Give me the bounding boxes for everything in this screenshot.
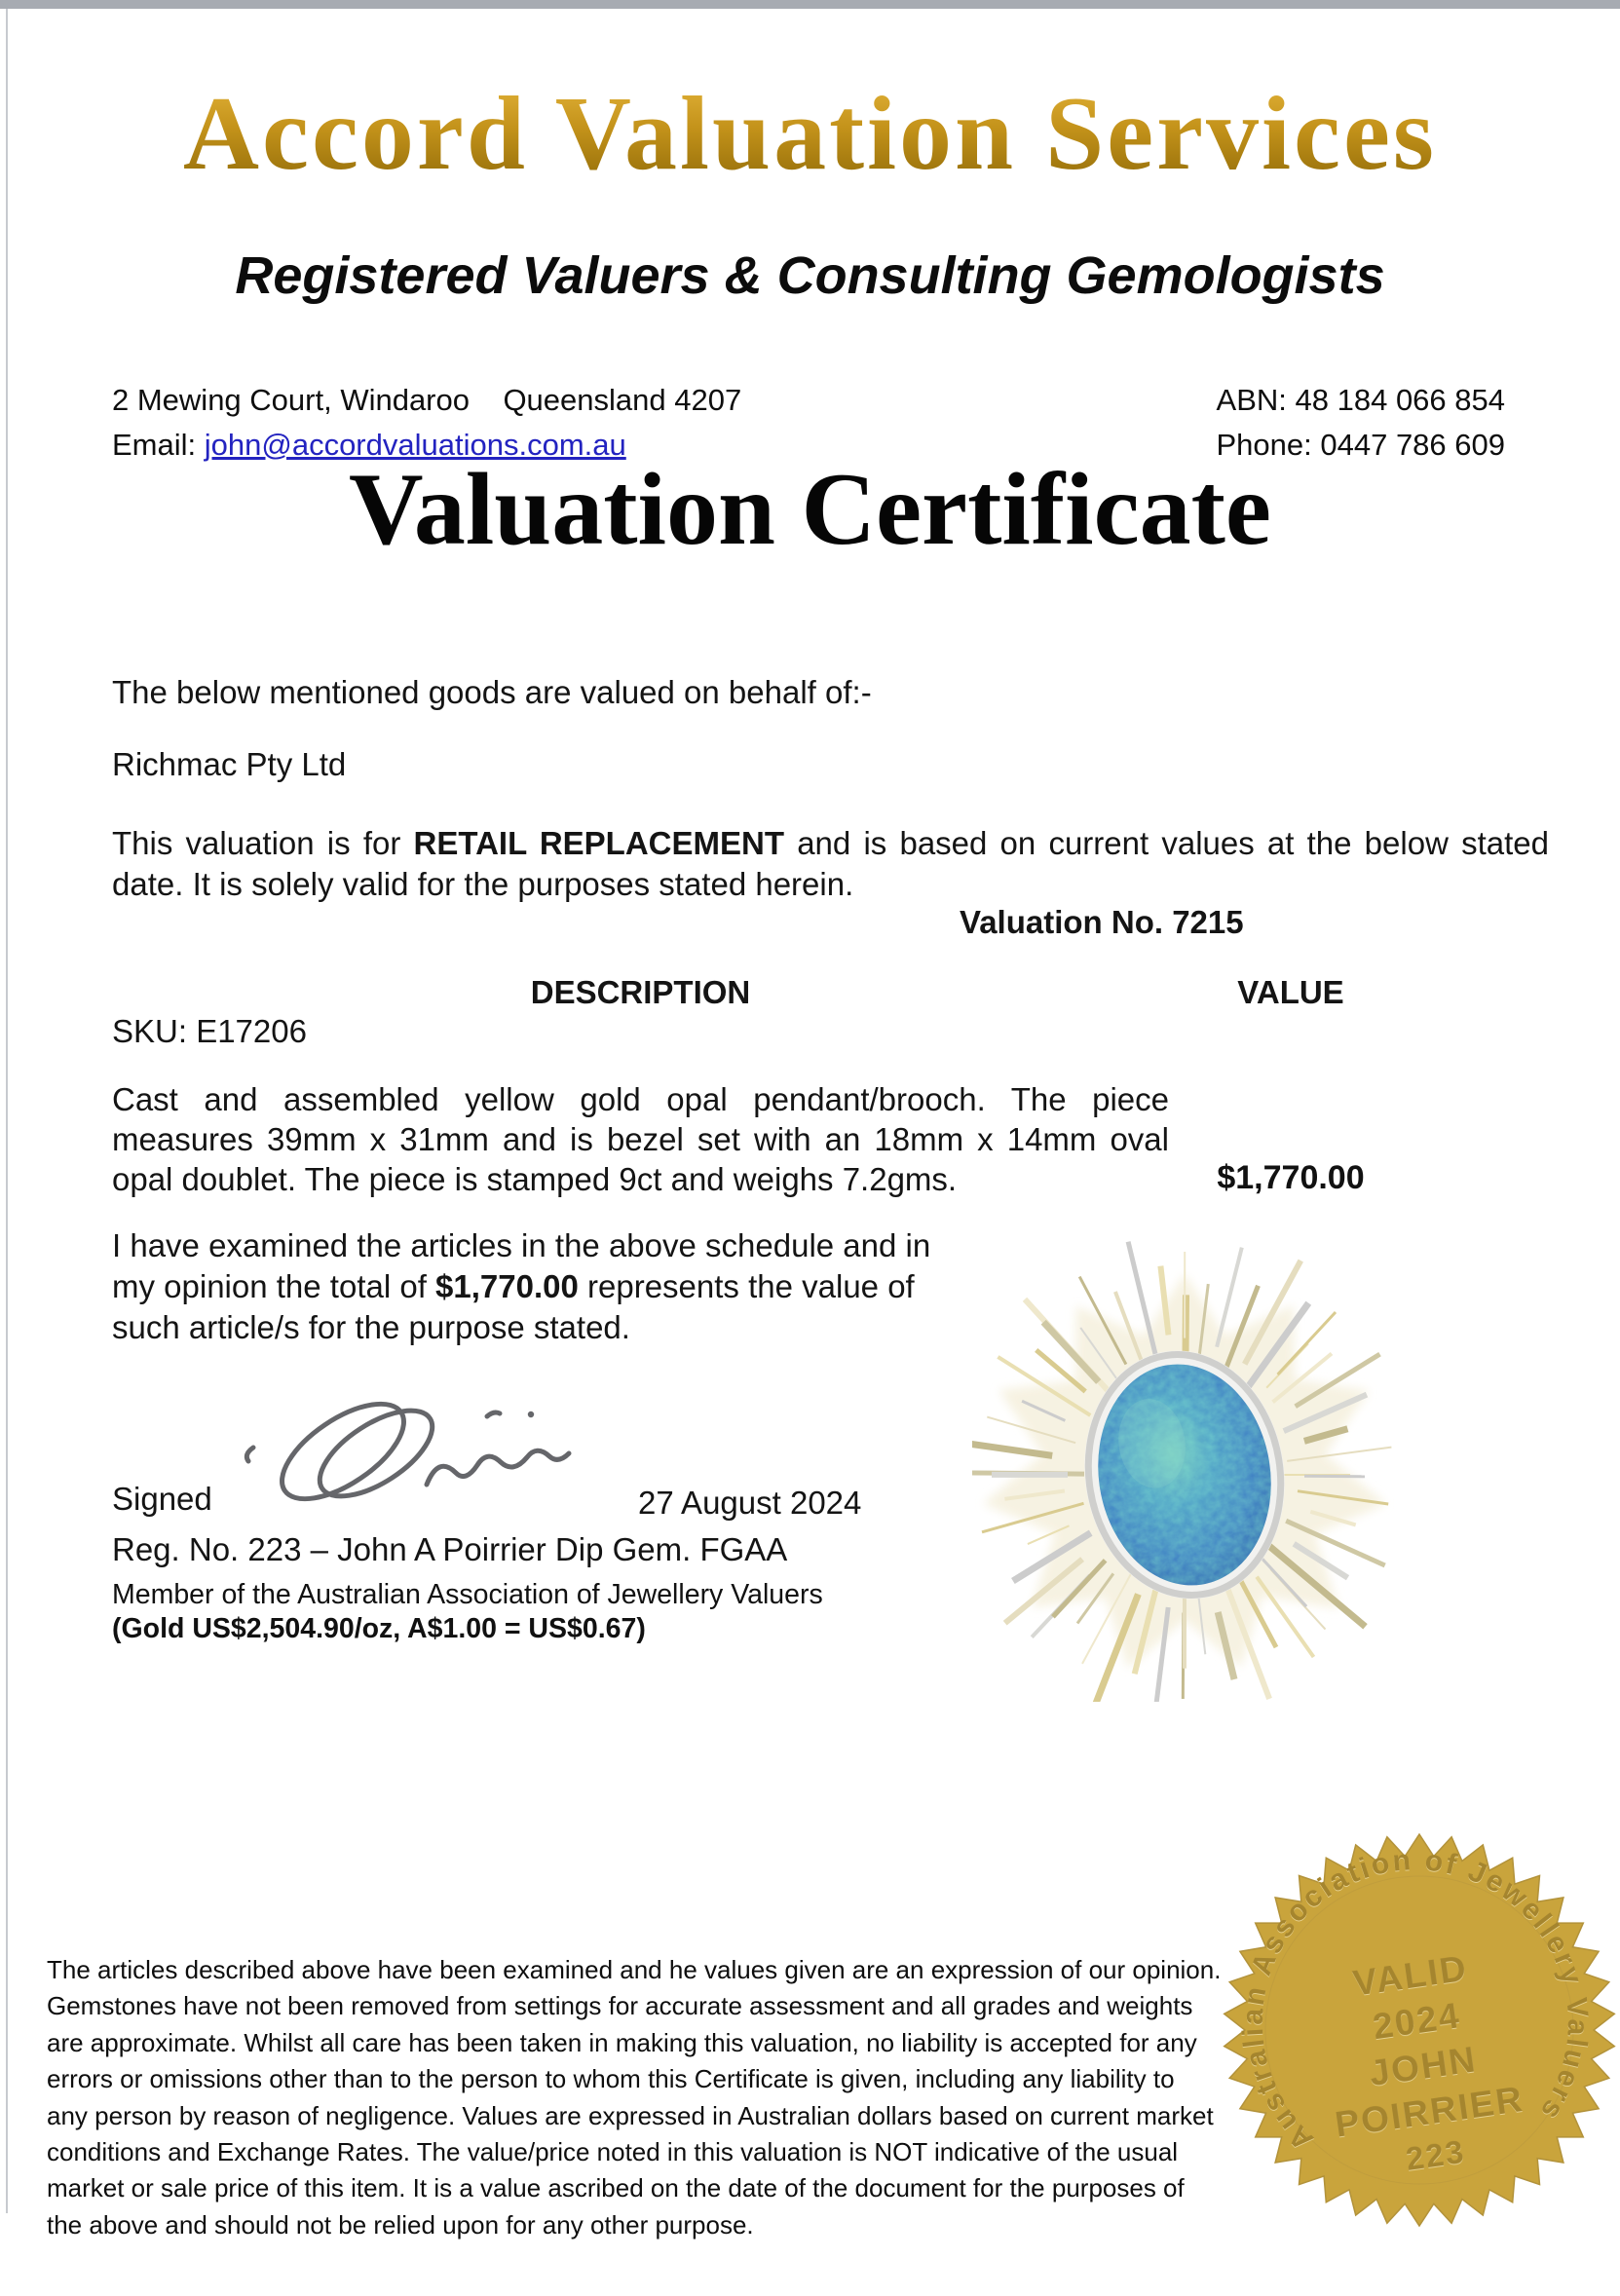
item-description: Cast and assembled yellow gold opal pendant/brooch. The piece measures 39mm x 31mm and is bezel set with an 18mm x 14mm oval opal doublet. The piece is stamped 9ct and weighs 7.2gms. [112,1081,1169,1197]
seal-last-name: POIRRIER [1333,2078,1526,2145]
valuation-number: Valuation No. 7215 [960,904,1244,940]
item-value: $1,770.00 [1217,1159,1365,1196]
registration-line: Reg. No. 223 – John A Poirrier Dip Gem. FGAA [112,1531,788,1567]
behalf-line: The below mentioned goods are valued on behalf of:- [112,674,872,710]
phone-line: Phone: 0447 786 609 [1216,428,1505,462]
purpose-pre: This valuation is for [112,825,414,861]
association-seal [1222,1831,1617,2229]
disclaimer-line: any person by reason of negligence. Values are expressed in Australian dollars based on current market [47,2100,1214,2130]
seal-first-name: JOHN [1367,2039,1480,2094]
disclaimer-paragraph [47,1952,1225,2243]
value-header: VALUE [1237,974,1344,1010]
purpose-bold: RETAIL REPLACEMENT [413,825,785,861]
email-link[interactable]: john@accordvaluations.com.au [204,428,626,462]
signed-label: Signed [112,1481,212,1517]
disclaimer-line: errors or omissions other than to the person to whom this Certificate is given, including any liability to [47,2064,1175,2094]
address-line: 2 Mewing Court, Windaroo Queensland 4207 [112,383,742,417]
description-header: DESCRIPTION [530,974,751,1010]
signature-date: 27 August 2024 [638,1485,862,1521]
seal-ring-text: Australian Association of Jewellery Valuers [1236,1844,1595,2157]
disclaimer-line: the above and should not be relied upon for any other purpose. [47,2209,754,2240]
membership-line: Member of the Australian Association of Jewellery Valuers [112,1579,823,1610]
email-label: Email: [112,428,205,462]
purpose-paragraph [112,823,1549,905]
disclaimer-line: The articles described above have been examined and he values given are an expression of our opinion. [47,1955,1222,1984]
disclaimer-line: conditions and Exchange Rates. The value/price noted in this valuation is NOT indicative of the usual [47,2137,1179,2167]
disclaimer-line: Gemstones have not been removed from settings for accurate assessment and all grades and weights [47,1991,1193,2021]
scan-edge-left [6,9,8,2213]
pendant-photo [972,1229,1409,1702]
disclaimer-line: are approximate. Whilst all care has been taken in making this valuation, no liability is accepted for any [47,2027,1197,2057]
declaration-paragraph [112,1225,974,1348]
seal-year-text: 2024 [1370,1995,1463,2048]
declaration-post: represents the value of such article/s for the purpose stated. [112,1268,915,1345]
signature-icon [195,1372,672,1537]
sku-line: SKU: E17206 [112,1013,307,1049]
company-subtitle: Registered Valuers & Consulting Gemologists [235,246,1385,305]
abn-line: ABN: 48 184 066 854 [1216,383,1505,417]
gold-rate-line: (Gold US$2,504.90/oz, A$1.00 = US$0.67) [112,1613,646,1644]
purpose-post: and is based on current values at the below stated date. It is solely valid for the purposes stated herein. [112,825,1549,902]
company-name: Accord Valuation Services [0,74,1620,195]
scan-edge-top [0,0,1620,9]
declaration-pre: I have examined the articles in the above schedule and in my opinion the total of [112,1227,931,1304]
disclaimer-line: market or sale price of this item. It is a value ascribed on the date of the document for the purposes of [47,2173,1185,2203]
declaration-amount: $1,770.00 [435,1268,579,1304]
client-name: Richmac Pty Ltd [112,746,347,782]
seal-valid-text: VALID [1350,1947,1471,2004]
document-title: Valuation Certificate [349,452,1271,566]
seal-reg-number: 223 [1403,2132,1468,2177]
